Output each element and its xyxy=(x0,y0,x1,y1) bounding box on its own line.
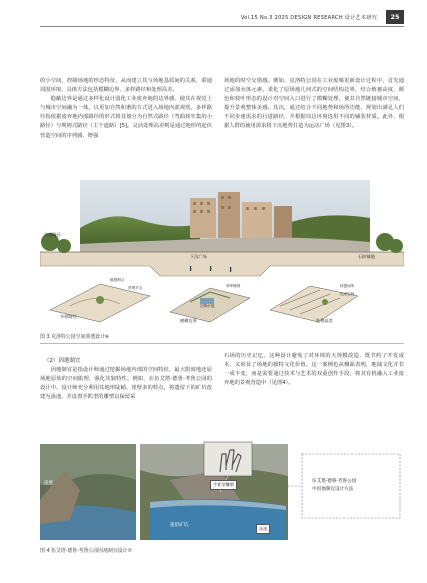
label-diverse-paths: 多样路径 xyxy=(60,314,77,319)
header-rule xyxy=(40,26,404,27)
left-column-top xyxy=(40,77,212,141)
label-pool: 泳池 xyxy=(256,524,270,534)
label-natural-path: 自然路径 xyxy=(44,232,61,237)
figure-3-caption: 图 3 克洛特公园空间渗透设计⑥ xyxy=(40,334,110,340)
label-height-handling: 处理高差 xyxy=(316,318,333,323)
label-small-d: 沉降台地 xyxy=(200,304,215,308)
paragraph: 隐蔽边界是通过多样化设计弱化工业废弃地的边界感，使其在视觉上与城市空间融为一体，以更加自然和谐的方式进入场地内部观赏。多样路径指依据废弃地内部路径的形式将其划分为自然式路径（弯曲狭窄集的小路径）与规则式路径（主干道路）[5]。灵活处理高差则是通过地形的起伏营造空间的序列感，增强 xyxy=(40,96,212,139)
page-number: 25 xyxy=(386,10,404,24)
figure-3 xyxy=(40,180,404,328)
label-fuzzy-boundary: 模糊边界 xyxy=(180,318,197,323)
right-column-top xyxy=(224,77,404,132)
paragraph: 石场的历史记忆。这种设计避免了对环境的大规模改造，既节约了开发成本，又彰显了场地的独特文化价值。这一案例也从侧面表明，地域文化并非一成不变，而是需要通过技术与艺术的双重创作手段，将其有机融入工业废弃地的景观营造中（见图4）。 xyxy=(224,353,404,387)
label-small-c: 草坪缓坡 xyxy=(226,284,241,288)
paragraph: 的小空间，控制场地的形态特征，从而建立其与场地基质间的关系，联通周围环境，具体方法包括模糊边界、多样路径和处理高差。 xyxy=(40,78,212,94)
label-mine-pit: 遗留矿坑 xyxy=(170,523,189,528)
page-header xyxy=(0,0,427,28)
figure-4 xyxy=(40,440,404,543)
figure-3-illustration xyxy=(40,180,404,328)
right-column-bottom xyxy=(224,352,404,388)
label-stone-paving: 石阶铺地 xyxy=(358,254,375,259)
left-column-bottom xyxy=(40,366,212,402)
figure-3-rule xyxy=(40,343,404,344)
label-small-e: 休憩场所 xyxy=(340,284,355,288)
paragraph: 场地的时空交错感。例如，克洛特公园在工业废墟更新设计过程中，首先通过添加水体元素，柔化了原场地几何式的空间结构边界，结合植被高度、颜色和枝叶形态的设计对空间入口进行了模糊处理，使其自然链接城市空间，提升景观整体美感。其次，通过结合不同地势和场所功能，规划出满足人们不同步速需求的行进路径，并根据周边环境选用不同的铺装材质。此外，根据人群的使用需求将下沉地势打造为运动广场（见图3）。 xyxy=(224,78,404,130)
method-title: 伍艾塔·德鲁·考鲁公园 xyxy=(312,479,357,484)
label-small-a: 植物围合 xyxy=(110,278,125,282)
section-heading: （2）因地制宜 xyxy=(44,358,81,364)
label-sunken-plaza: 下沉广场 xyxy=(190,254,207,259)
paragraph: 因地制宜是指设计师通过挖掘场地内部的空间特征，最大限度地还原场地原始的空间肌理，强化其独特性。例如，在伍艾塔·德鲁·考鲁公园的设计中，设计师充分利用其地形陡峭、崖壁多的特点，将遗留下的矿坑改建为泳池，并设置手抓型的雕塑以保留采 xyxy=(40,367,212,401)
label-cliff: 崖壁 xyxy=(44,481,54,486)
figure-4-caption: 图 4 伍艾塔·德鲁·考鲁公园因地制宜设计⑦ xyxy=(40,548,132,554)
journal-header: Vol.15 No.3 2025 DESIGN RESEARCH 设计艺术研究 xyxy=(240,15,377,21)
method-subtitle: 中因地制宜设计方法 xyxy=(312,487,354,492)
label-small-b: 景观节点 xyxy=(128,286,143,290)
label-small-f: 运动空间 xyxy=(340,292,355,296)
label-hand-sculpture: 手抓型雕塑 xyxy=(210,480,237,490)
